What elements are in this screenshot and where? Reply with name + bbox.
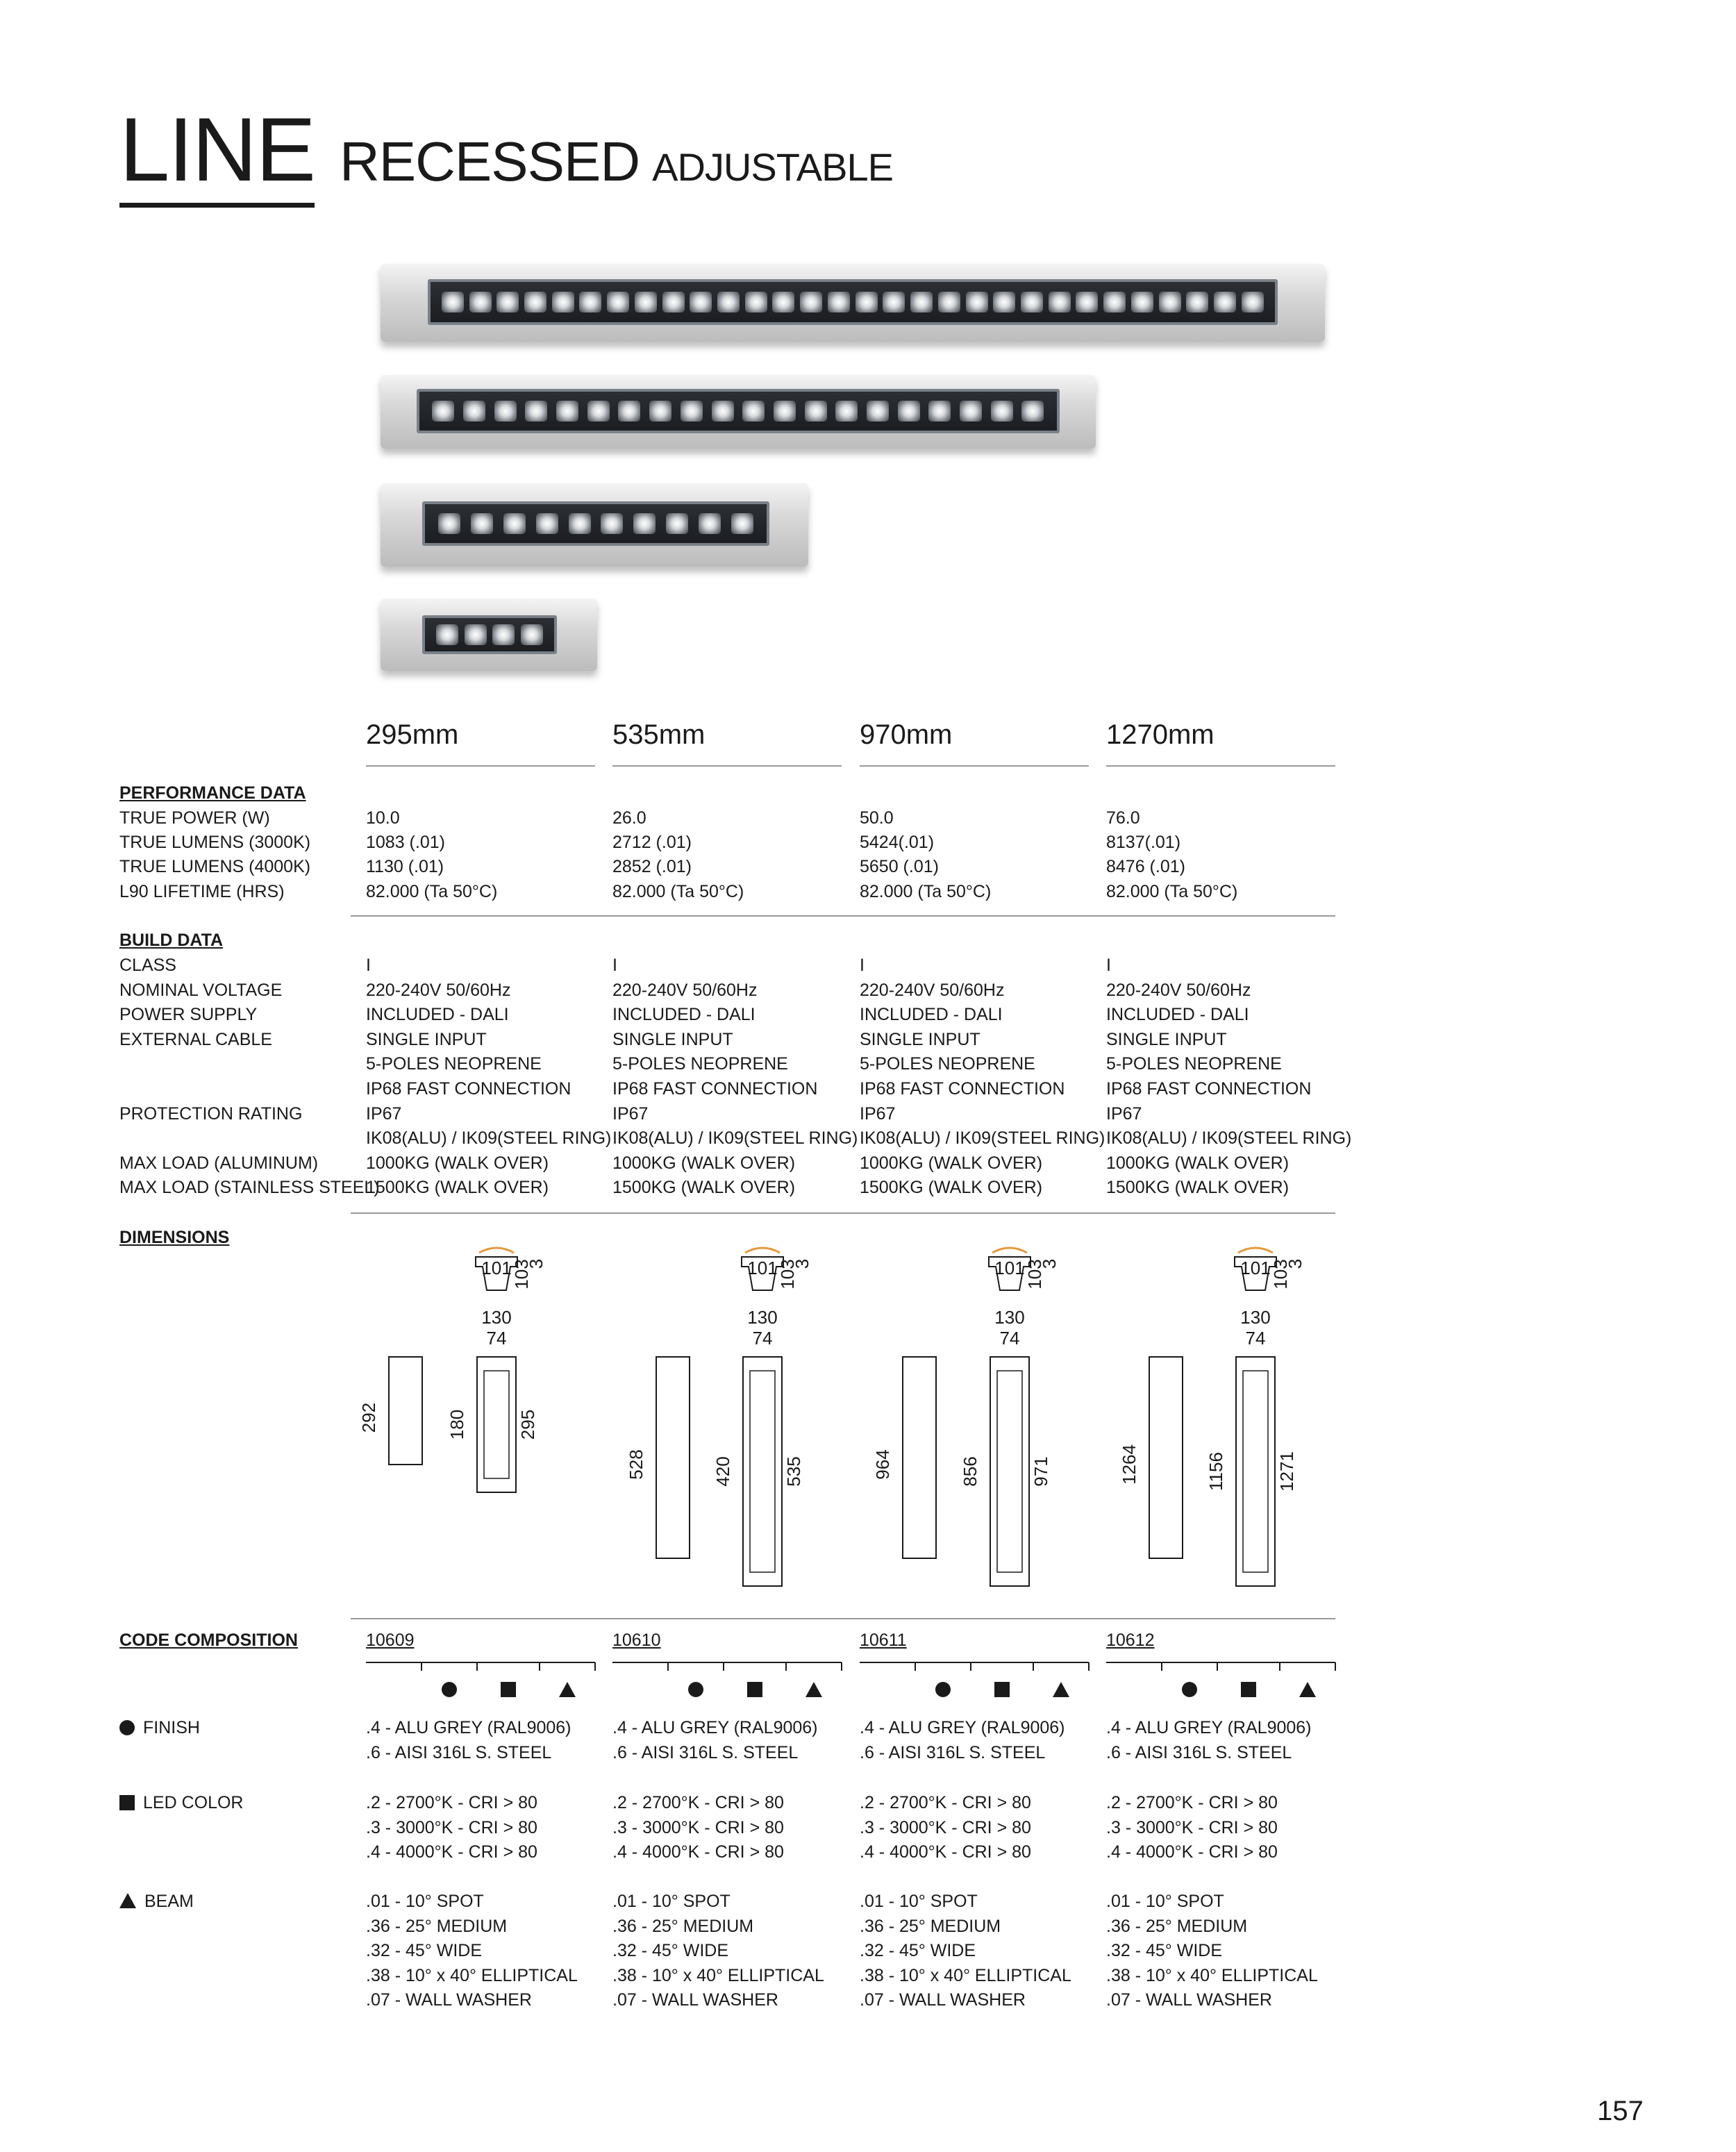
led-module [938, 292, 960, 312]
divider [351, 915, 1335, 917]
square-icon [501, 1682, 516, 1697]
build-value: SINGLE INPUT [860, 1030, 980, 1049]
code-section-label: CODE COMPOSITION [119, 1630, 298, 1650]
led-module [772, 292, 794, 312]
beam-option: .36 - 25° MEDIUM [1106, 1917, 1248, 1936]
product-image-1270 [381, 264, 1325, 342]
finish-label [119, 1718, 200, 1738]
performance-value: 1083 (.01) [366, 833, 445, 852]
divider [351, 1212, 1335, 1214]
performance-value: 82.000 (Ta 50°C) [366, 882, 498, 901]
dim-section-width-outer: 130 [747, 1307, 778, 1328]
led-module [960, 401, 982, 422]
led-module [524, 292, 546, 312]
led-module [1021, 292, 1043, 312]
build-value: 220-240V 50/60Hz [1106, 981, 1251, 1000]
cover-plate [990, 1357, 1029, 1586]
beam-option: .07 - WALL WASHER [1106, 1990, 1272, 2010]
perf-label-lumens-3000: TRUE LUMENS (3000K) [119, 833, 311, 852]
performance-value: 26.0 [612, 808, 646, 828]
build-label: EXTERNAL CABLE [119, 1030, 272, 1049]
dim-body-length: 964 [872, 1449, 893, 1480]
build-value: INCLUDED - DALI [860, 1005, 1003, 1024]
column-header-2: 535mm [612, 719, 842, 767]
title-main: LINE [119, 104, 315, 208]
cover-cutout [1243, 1371, 1268, 1572]
led_color-option: .4 - 4000°K - CRI > 80 [366, 1842, 537, 1862]
led-color-label [119, 1793, 243, 1813]
beam-label [119, 1892, 194, 1912]
build-value: 5-POLES NEOPRENE [860, 1054, 1035, 1074]
title-sub: RECESSED [340, 131, 640, 192]
led_color-option: .3 - 3000°K - CRI > 80 [1106, 1818, 1278, 1837]
led-module [742, 401, 765, 422]
tilt-arrow-icon [1238, 1248, 1273, 1253]
circle-icon [688, 1682, 703, 1697]
beam-option: .32 - 45° WIDE [860, 1941, 976, 1960]
cover-plate [477, 1357, 516, 1492]
cover-plate [1236, 1357, 1275, 1586]
square-icon [994, 1682, 1010, 1697]
build-value: IK08(ALU) / IK09(STEEL RING) [860, 1128, 1105, 1148]
led-module [442, 292, 464, 312]
title-sub2: ADJUSTABLE [652, 145, 893, 189]
beam-option: .07 - WALL WASHER [612, 1990, 778, 2010]
led-module [1214, 292, 1236, 312]
column-header-1: 295mm [366, 719, 595, 767]
led-module [800, 292, 822, 312]
page-number: 157 [1597, 2096, 1644, 2126]
led-module [579, 292, 601, 312]
led-color-label-text: LED COLOR [143, 1793, 244, 1812]
build-value: IP67 [860, 1104, 896, 1124]
dim-cutout-length: 180 [446, 1409, 467, 1440]
dim-section-top: 101 [1240, 1258, 1271, 1278]
led-module [438, 513, 460, 534]
build-value: 1000KG (WALK OVER) [860, 1153, 1043, 1173]
cover-plate [743, 1357, 782, 1586]
led-module [856, 292, 878, 312]
tilt-arrow-icon [745, 1248, 780, 1253]
build-value: IP67 [1106, 1104, 1142, 1124]
build-value: 1000KG (WALK OVER) [366, 1153, 549, 1173]
led-module [469, 292, 492, 312]
build-value: 1000KG (WALK OVER) [612, 1153, 796, 1173]
perf-label-lumens-4000: TRUE LUMENS (4000K) [119, 857, 311, 876]
dim-cutout-length: 856 [960, 1456, 980, 1487]
led_color-option: .4 - 4000°K - CRI > 80 [860, 1842, 1031, 1862]
led-module [601, 513, 623, 534]
led-module [649, 401, 671, 422]
led-module [569, 513, 591, 534]
beam-option: .07 - WALL WASHER [860, 1990, 1026, 2010]
beam-option: .38 - 10° x 40° ELLIPTICAL [1106, 1966, 1318, 1985]
dim-body-length: 292 [358, 1402, 379, 1433]
led_color-option: .2 - 2700°K - CRI > 80 [1106, 1793, 1278, 1812]
circle-icon [119, 1720, 135, 1735]
led_color-option: .2 - 2700°K - CRI > 80 [612, 1793, 784, 1812]
build-value: IK08(ALU) / IK09(STEEL RING) [612, 1128, 858, 1148]
dim-section-depth: 103 [777, 1259, 798, 1290]
build-label: NOMINAL VOLTAGE [119, 981, 283, 1000]
beam-option: .38 - 10° x 40° ELLIPTICAL [612, 1966, 824, 1985]
finish-option: .6 - AISI 316L S. STEEL [860, 1743, 1046, 1762]
dim-section-width-outer: 130 [994, 1307, 1025, 1328]
finish-option: .4 - ALU GREY (RAL9006) [1106, 1718, 1312, 1737]
code-bracket-1 [366, 1662, 595, 1697]
code-bracket-line [612, 1662, 842, 1671]
led-module [828, 292, 850, 312]
led_color-option: .3 - 3000°K - CRI > 80 [860, 1818, 1031, 1837]
beam-option: .01 - 10° SPOT [860, 1892, 978, 1911]
product-code: 10612 [1106, 1630, 1155, 1650]
triangle-icon [1053, 1682, 1069, 1697]
build-value: SINGLE INPUT [612, 1030, 733, 1049]
build-value: SINGLE INPUT [1106, 1030, 1227, 1049]
build-label: PROTECTION RATING [119, 1104, 303, 1124]
led-module [731, 513, 753, 534]
build-value: IK08(ALU) / IK09(STEEL RING) [366, 1128, 612, 1148]
led-module [432, 401, 454, 422]
dim-total-length: 1271 [1276, 1451, 1297, 1492]
code-bracket-3 [860, 1662, 1089, 1697]
performance-value: 2712 (.01) [612, 833, 692, 852]
led-module [993, 292, 1015, 312]
led-module [525, 401, 547, 422]
led-module [681, 401, 703, 422]
dimension-drawing-2 [626, 1248, 812, 1586]
led-module [867, 401, 889, 422]
build-value: IP67 [366, 1104, 402, 1124]
led-module [1159, 292, 1181, 312]
led-module [699, 513, 721, 534]
build-value: 5-POLES NEOPRENE [1106, 1054, 1282, 1074]
dim-total-length: 971 [1030, 1456, 1051, 1487]
led-module [745, 292, 767, 312]
beam-option: .32 - 45° WIDE [1106, 1941, 1222, 1960]
led-module [666, 513, 688, 534]
performance-value: 10.0 [366, 808, 400, 828]
cover-cutout [484, 1371, 509, 1478]
dim-section-lip: 3 [1285, 1258, 1305, 1269]
code-bracket-4 [1106, 1662, 1335, 1697]
led-module [633, 513, 656, 534]
build-label: MAX LOAD (ALUMINUM) [119, 1153, 319, 1173]
beam-option: .32 - 45° WIDE [366, 1941, 482, 1960]
build-value: 220-240V 50/60Hz [366, 981, 511, 1000]
code-bracket-line [366, 1662, 595, 1671]
finish-option: .4 - ALU GREY (RAL9006) [612, 1718, 818, 1737]
led_color-option: .3 - 3000°K - CRI > 80 [612, 1818, 784, 1837]
body-side-view [1149, 1357, 1183, 1558]
finish-option: .6 - AISI 316L S. STEEL [612, 1743, 799, 1762]
performance-value: 2852 (.01) [612, 857, 692, 876]
cover-cutout [750, 1371, 775, 1572]
code-bracket-line [860, 1662, 1089, 1671]
performance-value: 1130 (.01) [366, 857, 444, 876]
performance-value: 50.0 [860, 808, 894, 828]
led-module [712, 401, 734, 422]
perf-label-lifetime: L90 LIFETIME (HRS) [119, 882, 285, 901]
led-module [607, 292, 629, 312]
build-value: INCLUDED - DALI [1106, 1005, 1249, 1024]
dimension-drawing-4 [1119, 1248, 1305, 1586]
tilt-arrow-icon [479, 1248, 514, 1253]
build-value: 1500KG (WALK OVER) [860, 1178, 1043, 1197]
dim-section-lip: 3 [526, 1258, 546, 1269]
led-module [1049, 292, 1071, 312]
beam-option: .36 - 25° MEDIUM [612, 1917, 754, 1936]
performance-value: 82.000 (Ta 50°C) [612, 882, 744, 901]
code-bracket-2 [612, 1662, 842, 1697]
led-module [496, 292, 519, 312]
beam-option: .01 - 10° SPOT [1106, 1892, 1224, 1911]
led-module [662, 292, 685, 312]
build-section-label: BUILD DATA [119, 931, 224, 950]
performance-section-label: PERFORMANCE DATA [119, 783, 306, 803]
build-label: MAX LOAD (STAINLESS STEEL) [119, 1178, 380, 1197]
build-value: 1500KG (WALK OVER) [1106, 1178, 1290, 1197]
build-value: 5-POLES NEOPRENE [366, 1054, 542, 1074]
build-value: IP68 FAST CONNECTION [1106, 1079, 1312, 1099]
dim-section-lip: 3 [1039, 1258, 1060, 1269]
led-module [991, 401, 1013, 422]
code-bracket-line [1106, 1662, 1335, 1671]
tilt-arrow-icon [992, 1248, 1027, 1253]
square-icon [119, 1795, 135, 1810]
build-value: IP67 [612, 1104, 649, 1124]
led-module [883, 292, 905, 312]
code-brackets [0, 1639, 1736, 1708]
build-value: 220-240V 50/60Hz [612, 981, 758, 1000]
product-image-295 [381, 599, 597, 671]
column-header-4: 1270mm [1106, 719, 1335, 767]
dimension-drawings [0, 1236, 1736, 1653]
circle-icon [442, 1682, 457, 1697]
build-label: POWER SUPPLY [119, 1005, 258, 1024]
led-module [774, 401, 796, 422]
performance-value: 8476 (.01) [1106, 857, 1185, 876]
led-module [1242, 292, 1264, 312]
performance-value: 76.0 [1106, 808, 1140, 828]
triangle-icon [806, 1682, 822, 1697]
led-module [552, 292, 574, 312]
product-code: 10609 [366, 1630, 415, 1650]
performance-value: 82.000 (Ta 50°C) [860, 882, 992, 901]
build-value: IP68 FAST CONNECTION [366, 1079, 571, 1099]
dim-section-width-outer: 130 [481, 1307, 512, 1328]
led-module [618, 401, 640, 422]
dim-section-lip: 3 [792, 1258, 812, 1269]
build-value: 220-240V 50/60Hz [860, 981, 1005, 1000]
product-image-535 [381, 483, 808, 567]
beam-option: .38 - 10° x 40° ELLIPTICAL [860, 1966, 1071, 1985]
circle-icon [935, 1682, 951, 1697]
led-module [835, 401, 858, 422]
led-module [463, 401, 485, 422]
led-module [556, 401, 578, 422]
led-module [536, 513, 558, 534]
dim-section-width-inner: 74 [999, 1328, 1020, 1349]
dim-body-length: 1264 [1119, 1444, 1140, 1485]
dim-section-top: 101 [481, 1258, 512, 1278]
dim-section-width-inner: 74 [752, 1328, 773, 1349]
beam-option: .01 - 10° SPOT [612, 1892, 731, 1911]
led-module [465, 624, 487, 645]
led-module [928, 401, 951, 422]
led-module [503, 513, 526, 534]
led_color-option: .2 - 2700°K - CRI > 80 [366, 1793, 537, 1812]
build-value: I [860, 956, 865, 975]
dim-cutout-length: 1156 [1205, 1452, 1226, 1491]
body-side-view [389, 1357, 422, 1465]
beam-label-text: BEAM [144, 1892, 194, 1911]
led-module [492, 624, 515, 645]
build-value: SINGLE INPUT [366, 1030, 487, 1049]
dim-section-depth: 103 [1024, 1259, 1045, 1290]
led-strip [417, 389, 1060, 433]
led-module [635, 292, 657, 312]
build-value: 5-POLES NEOPRENE [612, 1054, 788, 1074]
performance-value: 5424(.01) [860, 833, 935, 852]
dim-cutout-length: 420 [712, 1456, 733, 1487]
performance-value: 5650 (.01) [860, 857, 939, 876]
finish-label-text: FINISH [143, 1718, 200, 1737]
led-module [966, 292, 988, 312]
led_color-option: .4 - 4000°K - CRI > 80 [1106, 1842, 1278, 1862]
led-module [1076, 292, 1098, 312]
body-side-view [903, 1357, 936, 1558]
led-module [521, 624, 543, 645]
body-side-view [656, 1357, 690, 1558]
build-label: CLASS [119, 956, 176, 975]
beam-option: .01 - 10° SPOT [366, 1892, 484, 1911]
triangle-icon [1299, 1682, 1316, 1697]
led-module [494, 401, 517, 422]
dim-total-length: 535 [783, 1456, 804, 1487]
led_color-option: .3 - 3000°K - CRI > 80 [366, 1818, 537, 1837]
build-value: IK08(ALU) / IK09(STEEL RING) [1106, 1128, 1352, 1148]
dim-section-depth: 103 [1270, 1259, 1291, 1290]
beam-option: .36 - 25° MEDIUM [366, 1917, 508, 1936]
build-value: 1500KG (WALK OVER) [612, 1178, 796, 1197]
finish-option: .6 - AISI 316L S. STEEL [1106, 1743, 1292, 1762]
dim-section-top: 101 [994, 1258, 1025, 1278]
circle-icon [1182, 1682, 1197, 1697]
led-module [436, 624, 458, 645]
beam-option: .32 - 45° WIDE [612, 1941, 728, 1960]
led-module [1103, 292, 1126, 312]
square-icon [747, 1682, 762, 1697]
build-value: 1000KG (WALK OVER) [1106, 1153, 1290, 1173]
performance-value: 82.000 (Ta 50°C) [1106, 882, 1238, 901]
dimension-drawing-3 [872, 1248, 1060, 1586]
perf-label-power: TRUE POWER (W) [119, 808, 270, 828]
column-header-3: 970mm [860, 719, 1089, 767]
led-module [587, 401, 610, 422]
led-strip [422, 501, 769, 546]
led_color-option: .4 - 4000°K - CRI > 80 [612, 1842, 784, 1862]
build-value: IP68 FAST CONNECTION [612, 1079, 818, 1099]
product-photos [0, 0, 1736, 694]
square-icon [1241, 1682, 1256, 1697]
led-module [910, 292, 933, 312]
build-value: INCLUDED - DALI [612, 1005, 756, 1024]
dim-body-length: 528 [626, 1449, 646, 1480]
led-module [690, 292, 712, 312]
beam-option: .07 - WALL WASHER [366, 1990, 532, 2010]
led-module [717, 292, 740, 312]
build-value: 1500KG (WALK OVER) [366, 1178, 549, 1197]
led-module [1021, 401, 1044, 422]
triangle-icon [559, 1682, 576, 1697]
cover-cutout [997, 1371, 1022, 1572]
triangle-icon [119, 1893, 136, 1908]
led-strip [428, 279, 1278, 325]
product-image-970 [381, 375, 1096, 449]
dim-section-depth: 103 [511, 1259, 532, 1290]
build-value: I [366, 956, 371, 975]
build-value: INCLUDED - DALI [366, 1005, 509, 1024]
led-module [1186, 292, 1208, 312]
led-module [1131, 292, 1153, 312]
dim-section-width-outer: 130 [1240, 1307, 1271, 1328]
led-module [898, 401, 920, 422]
beam-option: .38 - 10° x 40° ELLIPTICAL [366, 1966, 578, 1985]
led_color-option: .2 - 2700°K - CRI > 80 [860, 1793, 1031, 1812]
product-code: 10610 [612, 1630, 661, 1650]
divider [351, 1618, 1335, 1619]
dim-total-length: 295 [517, 1409, 538, 1440]
led-module [805, 401, 827, 422]
build-value: I [1106, 956, 1111, 975]
finish-option: .6 - AISI 316L S. STEEL [366, 1743, 552, 1762]
performance-value: 8137(.01) [1106, 833, 1181, 852]
dim-section-width-inner: 74 [486, 1328, 507, 1349]
finish-option: .4 - ALU GREY (RAL9006) [366, 1718, 571, 1737]
dim-section-top: 101 [747, 1258, 778, 1278]
build-value: IP68 FAST CONNECTION [860, 1079, 1065, 1099]
dimension-drawing-1 [358, 1248, 546, 1492]
beam-option: .36 - 25° MEDIUM [860, 1917, 1001, 1936]
finish-option: .4 - ALU GREY (RAL9006) [860, 1718, 1065, 1737]
product-code: 10611 [860, 1630, 907, 1650]
led-module [471, 513, 493, 534]
build-value: I [612, 956, 617, 975]
dimensions-section-label: DIMENSIONS [119, 1228, 230, 1247]
dim-section-width-inner: 74 [1245, 1328, 1266, 1349]
led-strip [422, 615, 557, 654]
